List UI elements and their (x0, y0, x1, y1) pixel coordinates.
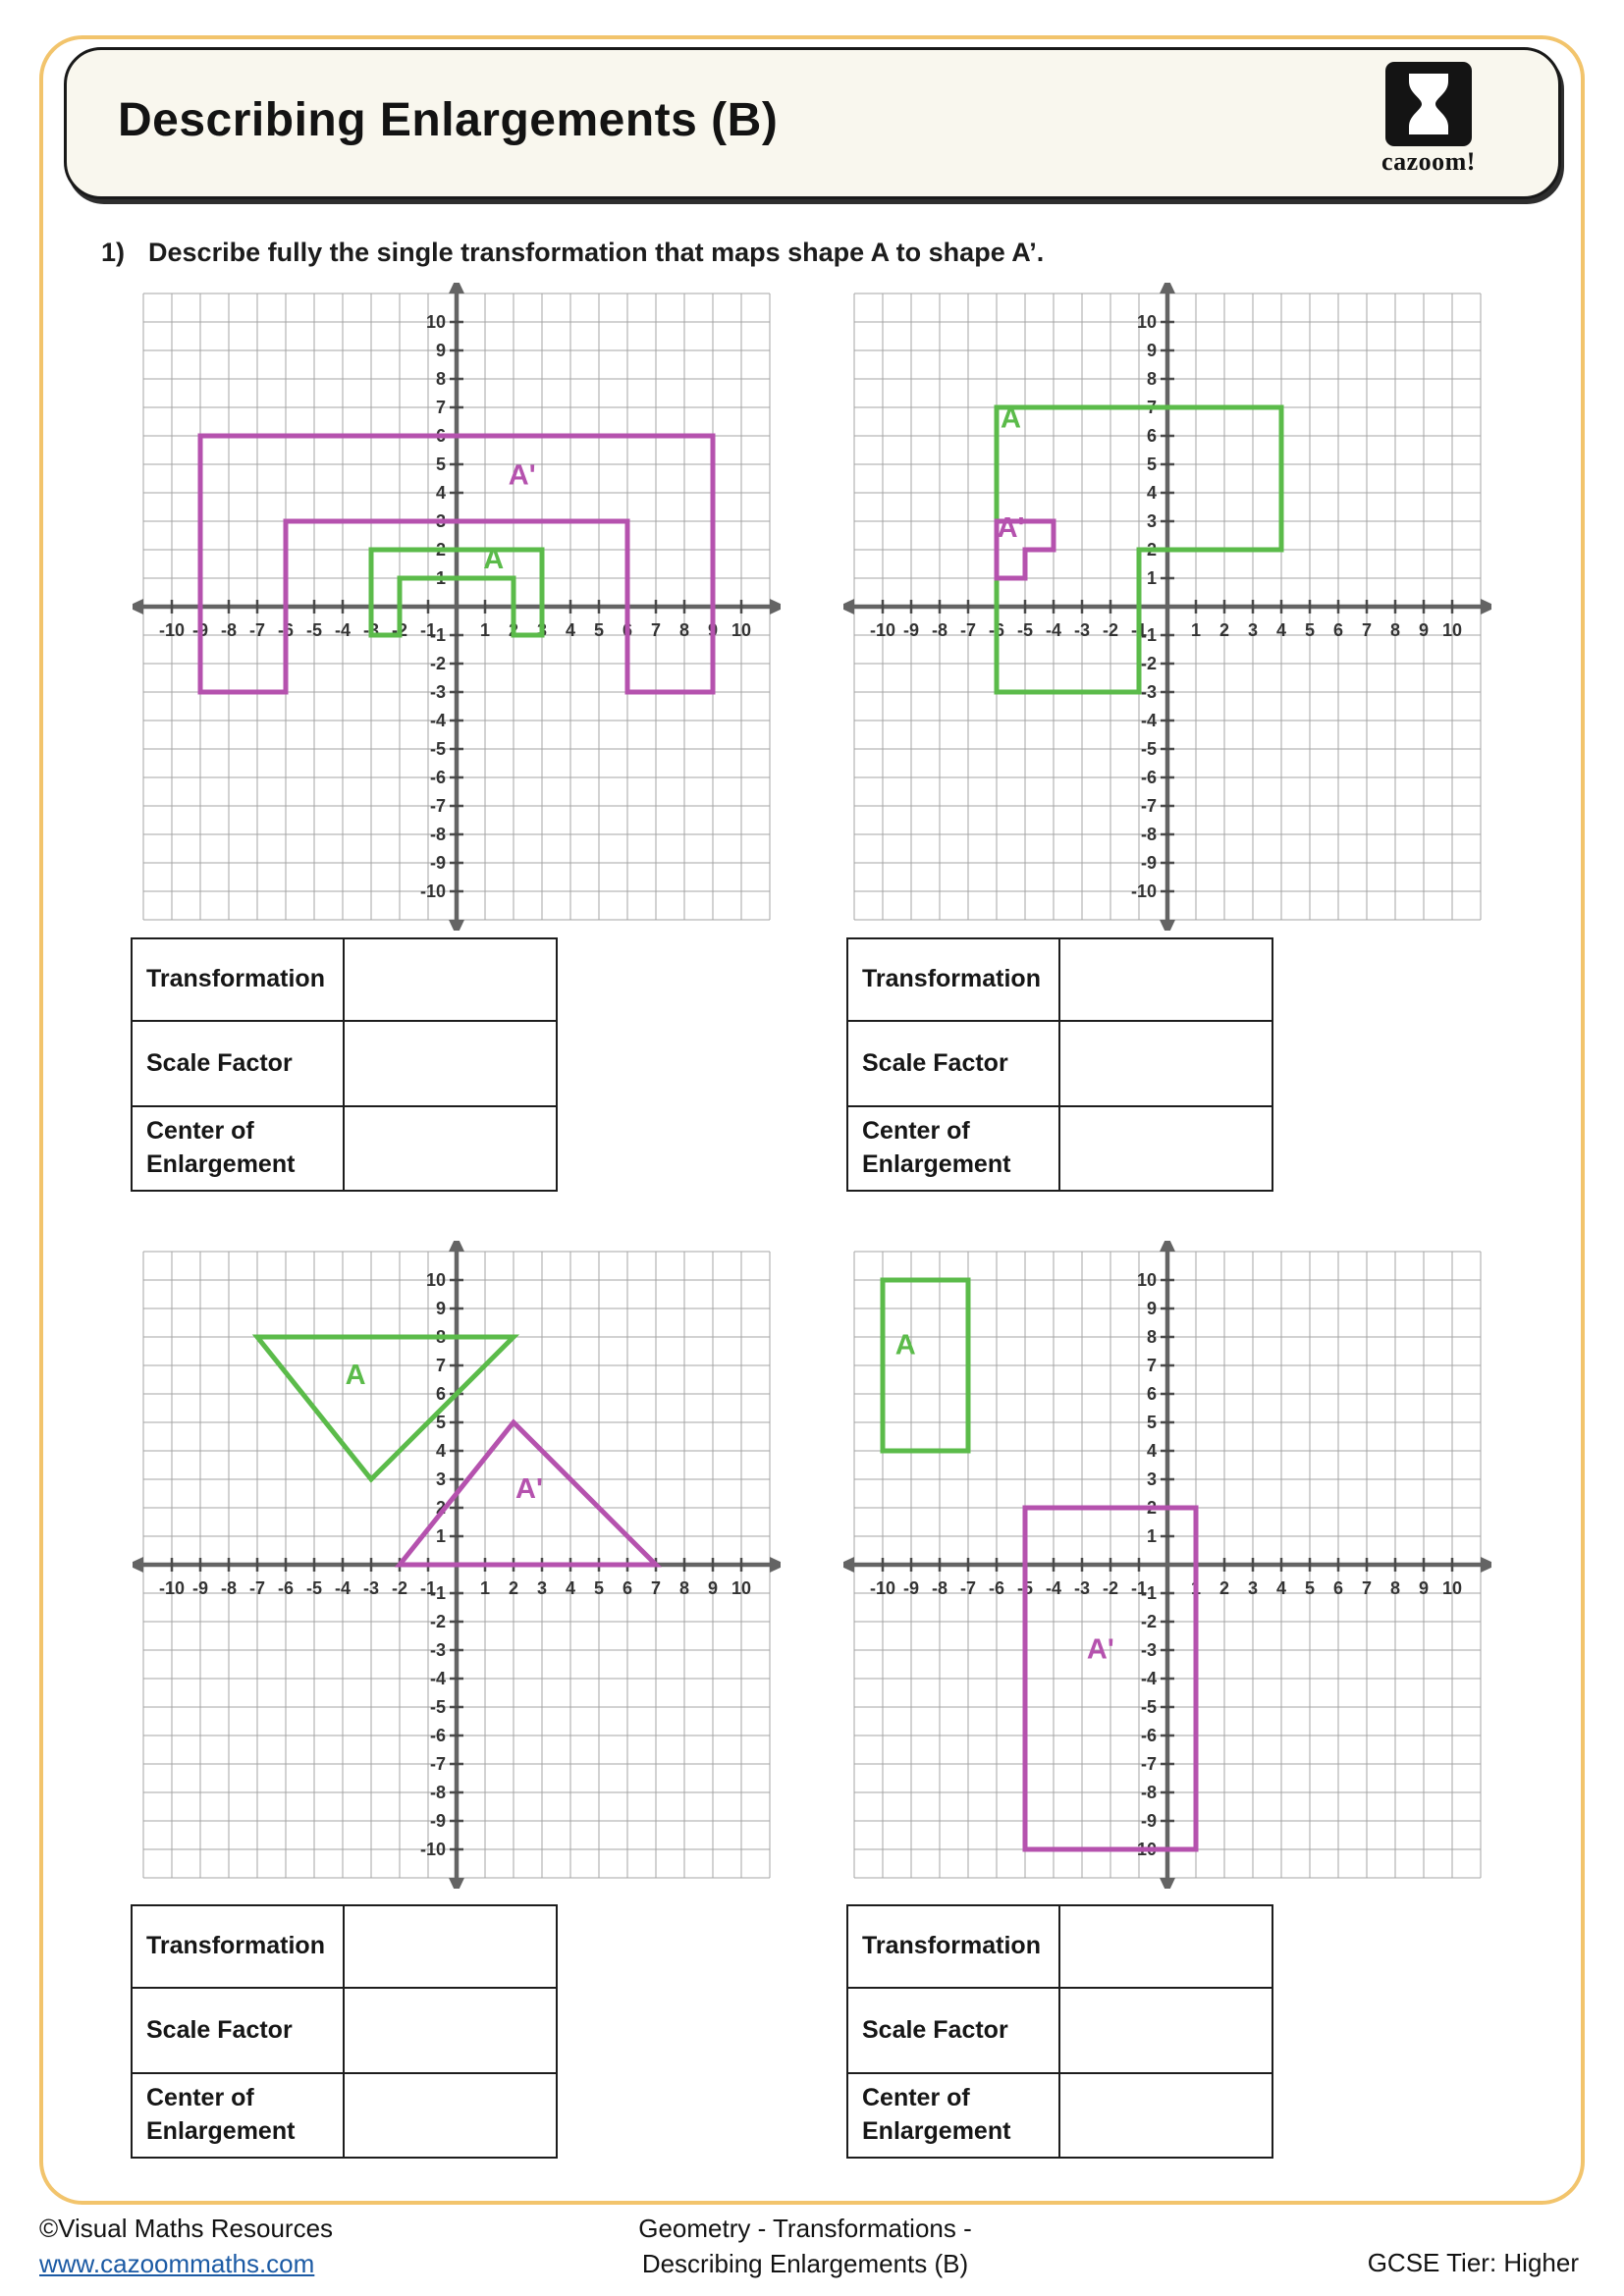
svg-text:6: 6 (1146, 1384, 1157, 1404)
svg-text:9: 9 (435, 341, 446, 360)
shape-A-label: A (894, 1329, 916, 1362)
svg-text:-5: -5 (1016, 620, 1034, 640)
svg-text:-6: -6 (429, 768, 446, 787)
svg-text:-6: -6 (988, 620, 1005, 640)
svg-text:8: 8 (1146, 1327, 1157, 1347)
svg-text:7: 7 (435, 1356, 446, 1375)
svg-text:-2: -2 (1102, 1578, 1119, 1598)
svg-text:6: 6 (622, 620, 633, 640)
svg-text:6: 6 (435, 1384, 446, 1404)
transformation-answer-cell[interactable] (1060, 1906, 1272, 1989)
svg-text:3: 3 (536, 1578, 548, 1598)
svg-text:1: 1 (435, 1526, 446, 1546)
scale-factor-label: Scale Factor (848, 1022, 1060, 1107)
scale-factor-answer-cell[interactable] (345, 1989, 556, 2074)
svg-text:8: 8 (1146, 369, 1157, 389)
svg-text:3: 3 (536, 620, 548, 640)
center-of-enlargement-answer-cell[interactable] (345, 2074, 556, 2157)
center-of-enlargement-label: Center of Enlargement (848, 1107, 1060, 1190)
svg-text:1: 1 (1146, 1526, 1157, 1546)
svg-text:-4: -4 (429, 1669, 446, 1688)
svg-text:8: 8 (435, 369, 446, 389)
coordinate-grid-1 (133, 283, 781, 931)
question-text: Describe fully the single transformation that maps shape A to shape A’. (148, 238, 1045, 267)
svg-text:4: 4 (435, 1441, 446, 1461)
svg-text:-1: -1 (1130, 620, 1148, 640)
svg-text:3: 3 (1146, 1469, 1157, 1489)
cazoom-logo-icon (1385, 62, 1472, 146)
svg-text:3: 3 (435, 1469, 446, 1489)
svg-text:-10: -10 (869, 1578, 896, 1598)
svg-text:-9: -9 (191, 1578, 209, 1598)
svg-text:5: 5 (1146, 454, 1157, 474)
svg-text:-9: -9 (1140, 853, 1157, 873)
svg-text:2: 2 (435, 540, 446, 560)
center-of-enlargement-answer-cell[interactable] (345, 1107, 556, 1190)
svg-text:7: 7 (1146, 1356, 1157, 1375)
svg-text:-1: -1 (429, 625, 446, 645)
svg-text:-3: -3 (1073, 1578, 1091, 1598)
transformation-answer-cell[interactable] (345, 939, 556, 1022)
svg-text:8: 8 (435, 1327, 446, 1347)
footer-website-link[interactable]: www.cazoommaths.com (39, 2249, 315, 2279)
svg-text:-10: -10 (419, 1840, 446, 1859)
shape-A-label: A (345, 1359, 366, 1391)
scale-factor-label: Scale Factor (133, 1022, 345, 1107)
svg-text:-10: -10 (158, 620, 186, 640)
svg-text:4: 4 (1146, 483, 1157, 503)
svg-text:5: 5 (593, 620, 605, 640)
svg-text:9: 9 (707, 620, 719, 640)
svg-text:10: 10 (425, 312, 446, 332)
transformation-label: Transformation (133, 1906, 345, 1989)
svg-text:6: 6 (435, 426, 446, 446)
svg-text:-7: -7 (1140, 1754, 1157, 1774)
svg-text:-3: -3 (1073, 620, 1091, 640)
title-box (64, 47, 1561, 199)
transformation-label: Transformation (133, 939, 345, 1022)
svg-text:-7: -7 (429, 1754, 446, 1774)
svg-text:5: 5 (1304, 620, 1316, 640)
svg-text:-8: -8 (931, 620, 948, 640)
svg-text:-6: -6 (277, 1578, 295, 1598)
scale-factor-answer-cell[interactable] (345, 1022, 556, 1107)
answer-table-3 (131, 1904, 558, 2159)
svg-text:-6: -6 (1140, 1726, 1157, 1745)
svg-text:4: 4 (565, 1578, 576, 1598)
svg-text:1: 1 (435, 568, 446, 588)
svg-text:10: 10 (731, 620, 752, 640)
svg-text:-10: -10 (1130, 1840, 1157, 1859)
svg-text:8: 8 (678, 1578, 690, 1598)
svg-text:-4: -4 (1140, 1669, 1157, 1688)
svg-text:9: 9 (1146, 341, 1157, 360)
svg-text:-8: -8 (429, 1783, 446, 1802)
svg-text:3: 3 (1247, 620, 1259, 640)
svg-text:-7: -7 (1140, 796, 1157, 816)
svg-text:10: 10 (1441, 1578, 1463, 1598)
svg-text:6: 6 (1146, 426, 1157, 446)
shape-A-label: A (1001, 402, 1021, 435)
svg-text:-9: -9 (902, 1578, 920, 1598)
svg-text:5: 5 (435, 454, 446, 474)
svg-text:-9: -9 (429, 1811, 446, 1831)
svg-text:-9: -9 (429, 853, 446, 873)
svg-text:-8: -8 (220, 1578, 238, 1598)
svg-text:7: 7 (650, 1578, 662, 1598)
svg-text:-3: -3 (362, 1578, 380, 1598)
svg-text:-3: -3 (362, 620, 380, 640)
svg-text:-6: -6 (429, 1726, 446, 1745)
svg-text:10: 10 (731, 1578, 752, 1598)
svg-text:-5: -5 (1016, 1578, 1034, 1598)
transformation-answer-cell[interactable] (1060, 939, 1272, 1022)
coordinate-grid-3 (133, 1241, 781, 1889)
svg-text:-1: -1 (419, 620, 437, 640)
shape-A-prime-label: A' (508, 459, 536, 492)
svg-text:2: 2 (1218, 620, 1230, 640)
footer-topic-line2: Describing Enlargements (B) (641, 2249, 969, 2279)
svg-text:4: 4 (435, 483, 446, 503)
svg-text:3: 3 (1247, 1578, 1259, 1598)
svg-text:10: 10 (425, 1270, 446, 1290)
footer-copyright: ©Visual Maths Resources (39, 2214, 334, 2243)
svg-text:-4: -4 (429, 711, 446, 730)
svg-text:-7: -7 (248, 620, 266, 640)
shape-A (257, 1337, 514, 1479)
page-title: Describing Enlargements (B) (118, 94, 779, 146)
svg-text:5: 5 (1304, 1578, 1316, 1598)
svg-text:-4: -4 (1045, 620, 1062, 640)
svg-text:7: 7 (1361, 620, 1373, 640)
coordinate-grid-4 (843, 1241, 1491, 1889)
svg-text:-10: -10 (419, 881, 446, 901)
svg-text:-3: -3 (429, 682, 446, 702)
svg-text:8: 8 (1389, 620, 1401, 640)
question-number: 1) (101, 238, 126, 267)
svg-text:10: 10 (1136, 312, 1157, 332)
svg-text:-8: -8 (931, 1578, 948, 1598)
svg-text:5: 5 (593, 1578, 605, 1598)
svg-text:9: 9 (435, 1299, 446, 1318)
svg-text:-2: -2 (1102, 620, 1119, 640)
center-of-enlargement-label: Center of Enlargement (133, 1107, 345, 1190)
svg-text:4: 4 (1275, 620, 1287, 640)
svg-text:-7: -7 (429, 796, 446, 816)
svg-text:2: 2 (508, 1578, 519, 1598)
svg-text:-1: -1 (1130, 1578, 1148, 1598)
svg-text:-3: -3 (1140, 1640, 1157, 1660)
svg-text:3: 3 (1146, 511, 1157, 531)
svg-text:-6: -6 (277, 620, 295, 640)
svg-text:-10: -10 (1130, 881, 1157, 901)
svg-text:-10: -10 (158, 1578, 186, 1598)
svg-text:-7: -7 (959, 1578, 977, 1598)
svg-text:6: 6 (622, 1578, 633, 1598)
svg-text:-3: -3 (429, 1640, 446, 1660)
svg-text:-5: -5 (1140, 1697, 1157, 1717)
svg-text:6: 6 (1332, 620, 1344, 640)
svg-text:-1: -1 (1140, 625, 1157, 645)
svg-text:-8: -8 (1140, 825, 1157, 844)
svg-text:4: 4 (1275, 1578, 1287, 1598)
cazoom-logo (1360, 62, 1497, 177)
scale-factor-answer-cell[interactable] (1060, 1989, 1272, 2074)
svg-text:1: 1 (479, 1578, 491, 1598)
svg-text:-9: -9 (191, 620, 209, 640)
svg-text:-3: -3 (1140, 682, 1157, 702)
svg-text:1: 1 (1190, 620, 1202, 640)
transformation-label: Transformation (848, 1906, 1060, 1989)
footer-left (39, 2211, 333, 2282)
svg-text:9: 9 (1146, 1299, 1157, 1318)
svg-text:2: 2 (1146, 540, 1157, 560)
svg-text:6: 6 (1332, 1578, 1344, 1598)
svg-text:4: 4 (1146, 1441, 1157, 1461)
shape-A-prime-label: A' (515, 1472, 543, 1505)
svg-text:-8: -8 (220, 620, 238, 640)
shape-A-prime-label: A' (1086, 1633, 1114, 1666)
answer-table-2 (846, 937, 1273, 1192)
svg-text:10: 10 (1441, 620, 1463, 640)
shape-A-prime-label: A' (997, 511, 1025, 544)
svg-text:-1: -1 (419, 1578, 437, 1598)
svg-text:-9: -9 (1140, 1811, 1157, 1831)
cazoom-logo-text: cazoom! (1381, 147, 1476, 176)
coordinate-grid-2 (843, 283, 1491, 931)
svg-text:3: 3 (435, 511, 446, 531)
svg-text:-7: -7 (248, 1578, 266, 1598)
svg-text:-4: -4 (1140, 711, 1157, 730)
svg-text:-10: -10 (869, 620, 896, 640)
svg-text:-2: -2 (429, 1612, 446, 1631)
transformation-answer-cell[interactable] (345, 1906, 556, 1989)
svg-text:-8: -8 (1140, 1783, 1157, 1802)
svg-text:9: 9 (1418, 620, 1430, 640)
svg-text:-1: -1 (1140, 1583, 1157, 1603)
svg-text:2: 2 (435, 1498, 446, 1518)
svg-text:-6: -6 (1140, 768, 1157, 787)
svg-text:-7: -7 (959, 620, 977, 640)
svg-text:2: 2 (1218, 1578, 1230, 1598)
svg-text:-4: -4 (334, 1578, 352, 1598)
footer-tier: GCSE Tier: Higher (1367, 2248, 1579, 2277)
svg-text:1: 1 (1146, 568, 1157, 588)
svg-text:1: 1 (479, 620, 491, 640)
question (101, 238, 1044, 268)
center-of-enlargement-label: Center of Enlargement (848, 2074, 1060, 2157)
svg-text:-5: -5 (1140, 739, 1157, 759)
svg-text:-6: -6 (988, 1578, 1005, 1598)
svg-text:2: 2 (508, 620, 519, 640)
svg-text:-2: -2 (429, 654, 446, 673)
svg-text:2: 2 (1146, 1498, 1157, 1518)
svg-text:-9: -9 (902, 620, 920, 640)
svg-text:-2: -2 (391, 1578, 408, 1598)
svg-text:-2: -2 (1140, 654, 1157, 673)
svg-text:7: 7 (1361, 1578, 1373, 1598)
footer-center (471, 2211, 1139, 2282)
svg-text:-4: -4 (334, 620, 352, 640)
footer-topic-line1: Geometry - Transformations - (638, 2214, 972, 2243)
svg-text:5: 5 (1146, 1413, 1157, 1432)
svg-text:-5: -5 (429, 739, 446, 759)
svg-text:-2: -2 (1140, 1612, 1157, 1631)
svg-text:9: 9 (1418, 1578, 1430, 1598)
svg-text:7: 7 (650, 620, 662, 640)
scale-factor-answer-cell[interactable] (1060, 1022, 1272, 1107)
svg-text:7: 7 (1146, 398, 1157, 417)
svg-text:10: 10 (1136, 1270, 1157, 1290)
svg-text:-5: -5 (305, 1578, 323, 1598)
svg-text:-5: -5 (305, 620, 323, 640)
svg-text:5: 5 (435, 1413, 446, 1432)
answer-table-4 (846, 1904, 1273, 2159)
svg-text:-2: -2 (391, 620, 408, 640)
svg-text:8: 8 (1389, 1578, 1401, 1598)
svg-text:-1: -1 (429, 1583, 446, 1603)
shape-A-label: A (483, 543, 505, 575)
svg-text:7: 7 (435, 398, 446, 417)
answer-table-1 (131, 937, 558, 1192)
center-of-enlargement-label: Center of Enlargement (133, 2074, 345, 2157)
center-of-enlargement-answer-cell[interactable] (1060, 1107, 1272, 1190)
svg-text:1: 1 (1190, 1578, 1202, 1598)
svg-text:4: 4 (565, 620, 576, 640)
svg-text:8: 8 (678, 620, 690, 640)
transformation-label: Transformation (848, 939, 1060, 1022)
svg-text:-8: -8 (429, 825, 446, 844)
scale-factor-label: Scale Factor (848, 1989, 1060, 2074)
center-of-enlargement-answer-cell[interactable] (1060, 2074, 1272, 2157)
svg-text:9: 9 (707, 1578, 719, 1598)
svg-text:-5: -5 (429, 1697, 446, 1717)
svg-text:-4: -4 (1045, 1578, 1062, 1598)
scale-factor-label: Scale Factor (133, 1989, 345, 2074)
